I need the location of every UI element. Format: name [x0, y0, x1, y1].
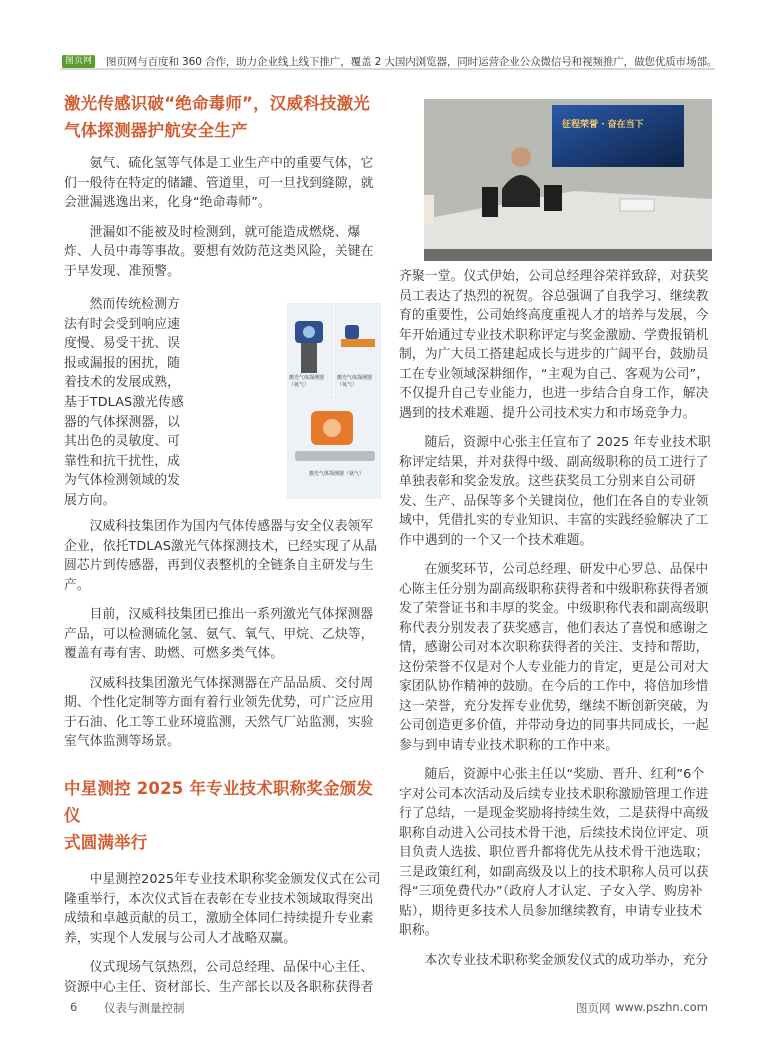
article-2-right — [399, 267, 711, 970]
header-tagline: 图页网与百度和 360 合作，助力企业线上线下推广，覆盖 2 大国内浏览器，同时运营企业公众微信号和视频推广，做您优质市场部。 — [106, 56, 718, 68]
footer-site-name: 图页网 — [576, 1001, 611, 1015]
article-2-p4: 随后，资源中心张主任宣布了 2025 年专业技术职称评定结果，并对获得中级、副高级职称的员工进行了单独表彰和奖金发放。这些获奖员工分别来自公司研发、生产、品保等多个关键岗位，他们在各自的专业领域中，凭借扎实的专业知识、丰富的实践经验解决了工作中遇到的一个又一个技术难题。 — [399, 435, 711, 548]
article-1-title — [64, 90, 384, 144]
article-1-p1: 氨气、硫化氢等气体是工业生产中的重要气体，它们一般待在特定的储罐、管道里，可一旦找到缝隙，就会泄漏逃逸出来，化身“绝命毒师”。 — [64, 156, 374, 210]
article-1-p4: 汉威科技集团作为国内气体传感器与安全仪表领军企业，依托TDLAS激光气体探测技术，已经实现了从晶圆芯片到传感器，再到仪表整机的全链条自主研发与生产。 — [64, 519, 378, 593]
ceremony-photo — [424, 99, 712, 261]
article-1-title-line1: 激光传感识破“绝命毒师”，汉威科技激光 — [64, 94, 370, 113]
article-2-p3: 齐聚一堂。仪式伊始，公司总经理谷荣祥致辞，对获奖员工表达了热烈的祝贺。谷总强调了自我学习、继续教育的重要性，公司始终高度重视人才的培养与发展，今年开始通过专业技术职称评定与奖金激励、学费报销机制，为广大员工搭建起成长与进步的广阔平台，鼓励员工在专业领域深耕细作，“主观为自己、客观为公司”，不仅提升自己专业能力，也进一步结合自身工作，解决遇到的技术难题、提升公司技术实力和市场竞争力。 — [399, 269, 710, 421]
article-1 — [64, 90, 384, 281]
photo-banner-text: 征程荣誉 · 奋在当下 — [562, 120, 644, 130]
article-1-narrow-text — [64, 295, 280, 511]
article-1-p3: 然而传统检测方 法有时会受到响应速 度慢、易受干扰、误 报或漏报的困扰，随 着技术的发展成熟， 基于TDLAS激光传感 器的气体探测器，以 其出色的灵敏度、可 靠性和抗干扰性，成 为气体检测领域的发 展方向。 — [64, 297, 184, 508]
page-number: 6 — [70, 1000, 78, 1014]
article-1-title-line2: 气体探测器护航安全生产 — [64, 121, 248, 140]
footer-site-url[interactable]: www.pszhn.com — [615, 1000, 708, 1014]
page-footer — [0, 1000, 777, 1020]
article-2-p2: 仪式现场气氛热烈，公司总经理、品保中心主任、资源中心主任、资材部长、生产部长以及各职称获得者 — [64, 960, 374, 995]
article-2-p5: 在颁奖环节，公司总经理、研发中心罗总、品保中心陈主任分别为副高级职称获得者和中级职称获得者颁发了荣誉证书和丰厚的奖金。中级职称代表和副高级职称代表分别发表了获奖感言，他们表达了喜悦和感谢之情，感谢公司对本次职称获得者的关注、支持和帮助，这份荣誉不仅是对个人专业能力的肯定，更是公司对大家团队协作精神的鼓励。在今后的工作中，将倍加珍惜这一荣誉，充分发挥专业优势，继续不断创新突破，为公司创造更多价值，并带动身边的同事共同成长，一起参与到申请专业技术职称的工作中来。 — [399, 562, 709, 753]
article-1-p5: 目前，汉威科技集团已推出一系列激光气体探测器产品，可以检测硫化氢、氨气、氧气、甲烷、乙炔等，覆盖有毒有害、助燃、可燃多类气体。 — [64, 607, 374, 661]
article-1-cont — [64, 517, 384, 752]
article-1-p6: 汉威科技集团激光气体探测器在产品品质、交付周期、个性化定制等方面有着行业领先优势，可广泛应用于石油、化工等工业环境监测，天然气厂站监测，实验室气体监测等场景。 — [64, 675, 374, 749]
page-header — [0, 0, 777, 72]
article-2-title — [64, 775, 384, 856]
site-logo: 图页网 — [62, 55, 95, 68]
header-divider — [60, 68, 715, 70]
article-2-p6: 随后，资源中心张主任以“奖励、晋升、红利”6个字对公司本次活动及后续专业技术职称激励管理工作进行了总结，一是现金奖励将持续生效，二是获得中高级职称自动进入公司技术骨干池，后续技术岗位评定、项目负责人选拔、职位晋升都将优先从技术骨干池选取；三是政策红利，如副高级及以上的技术职称人员可以获得“三项免费代办”（政府人才认定、子女入学、购房补贴），期待更多技术人员参加继续教育，申请专业技术职称。 — [399, 767, 709, 938]
product-image — [287, 303, 381, 498]
product-label-3: 激光气体探测器（氨气） — [309, 471, 365, 477]
article-2-p7: 本次专业技术职称奖金颁发仪式的成功举办，充分 — [424, 952, 709, 968]
article-2-title-line1: 中星测控 2025 年专业技术职称奖金颁发仪 — [64, 779, 374, 825]
product-label-1: 激光气体探测器（氨气） — [289, 375, 325, 388]
product-label-2: 激光气体探测器（氧气） — [337, 375, 373, 388]
article-2-p1: 中星测控2025年专业技术职称奖金颁发仪式在公司隆重举行，本次仪式旨在表彰在专业技术领域取得突出成绩和卓越贡献的员工，激励全体同仁持续提升专业素养，实现个人发展与公司人才战略双赢。 — [64, 872, 381, 946]
article-1-p2: 泄漏如不能被及时检测到，就可能造成燃烧、爆炸、人员中毒等事故。要想有效防范这类风险，关键在于早发现、准预警。 — [64, 224, 374, 279]
article-2-title-line2: 式圆满举行 — [64, 833, 148, 852]
journal-name: 仪表与测量控制 — [104, 1001, 185, 1015]
article-2 — [64, 775, 384, 997]
